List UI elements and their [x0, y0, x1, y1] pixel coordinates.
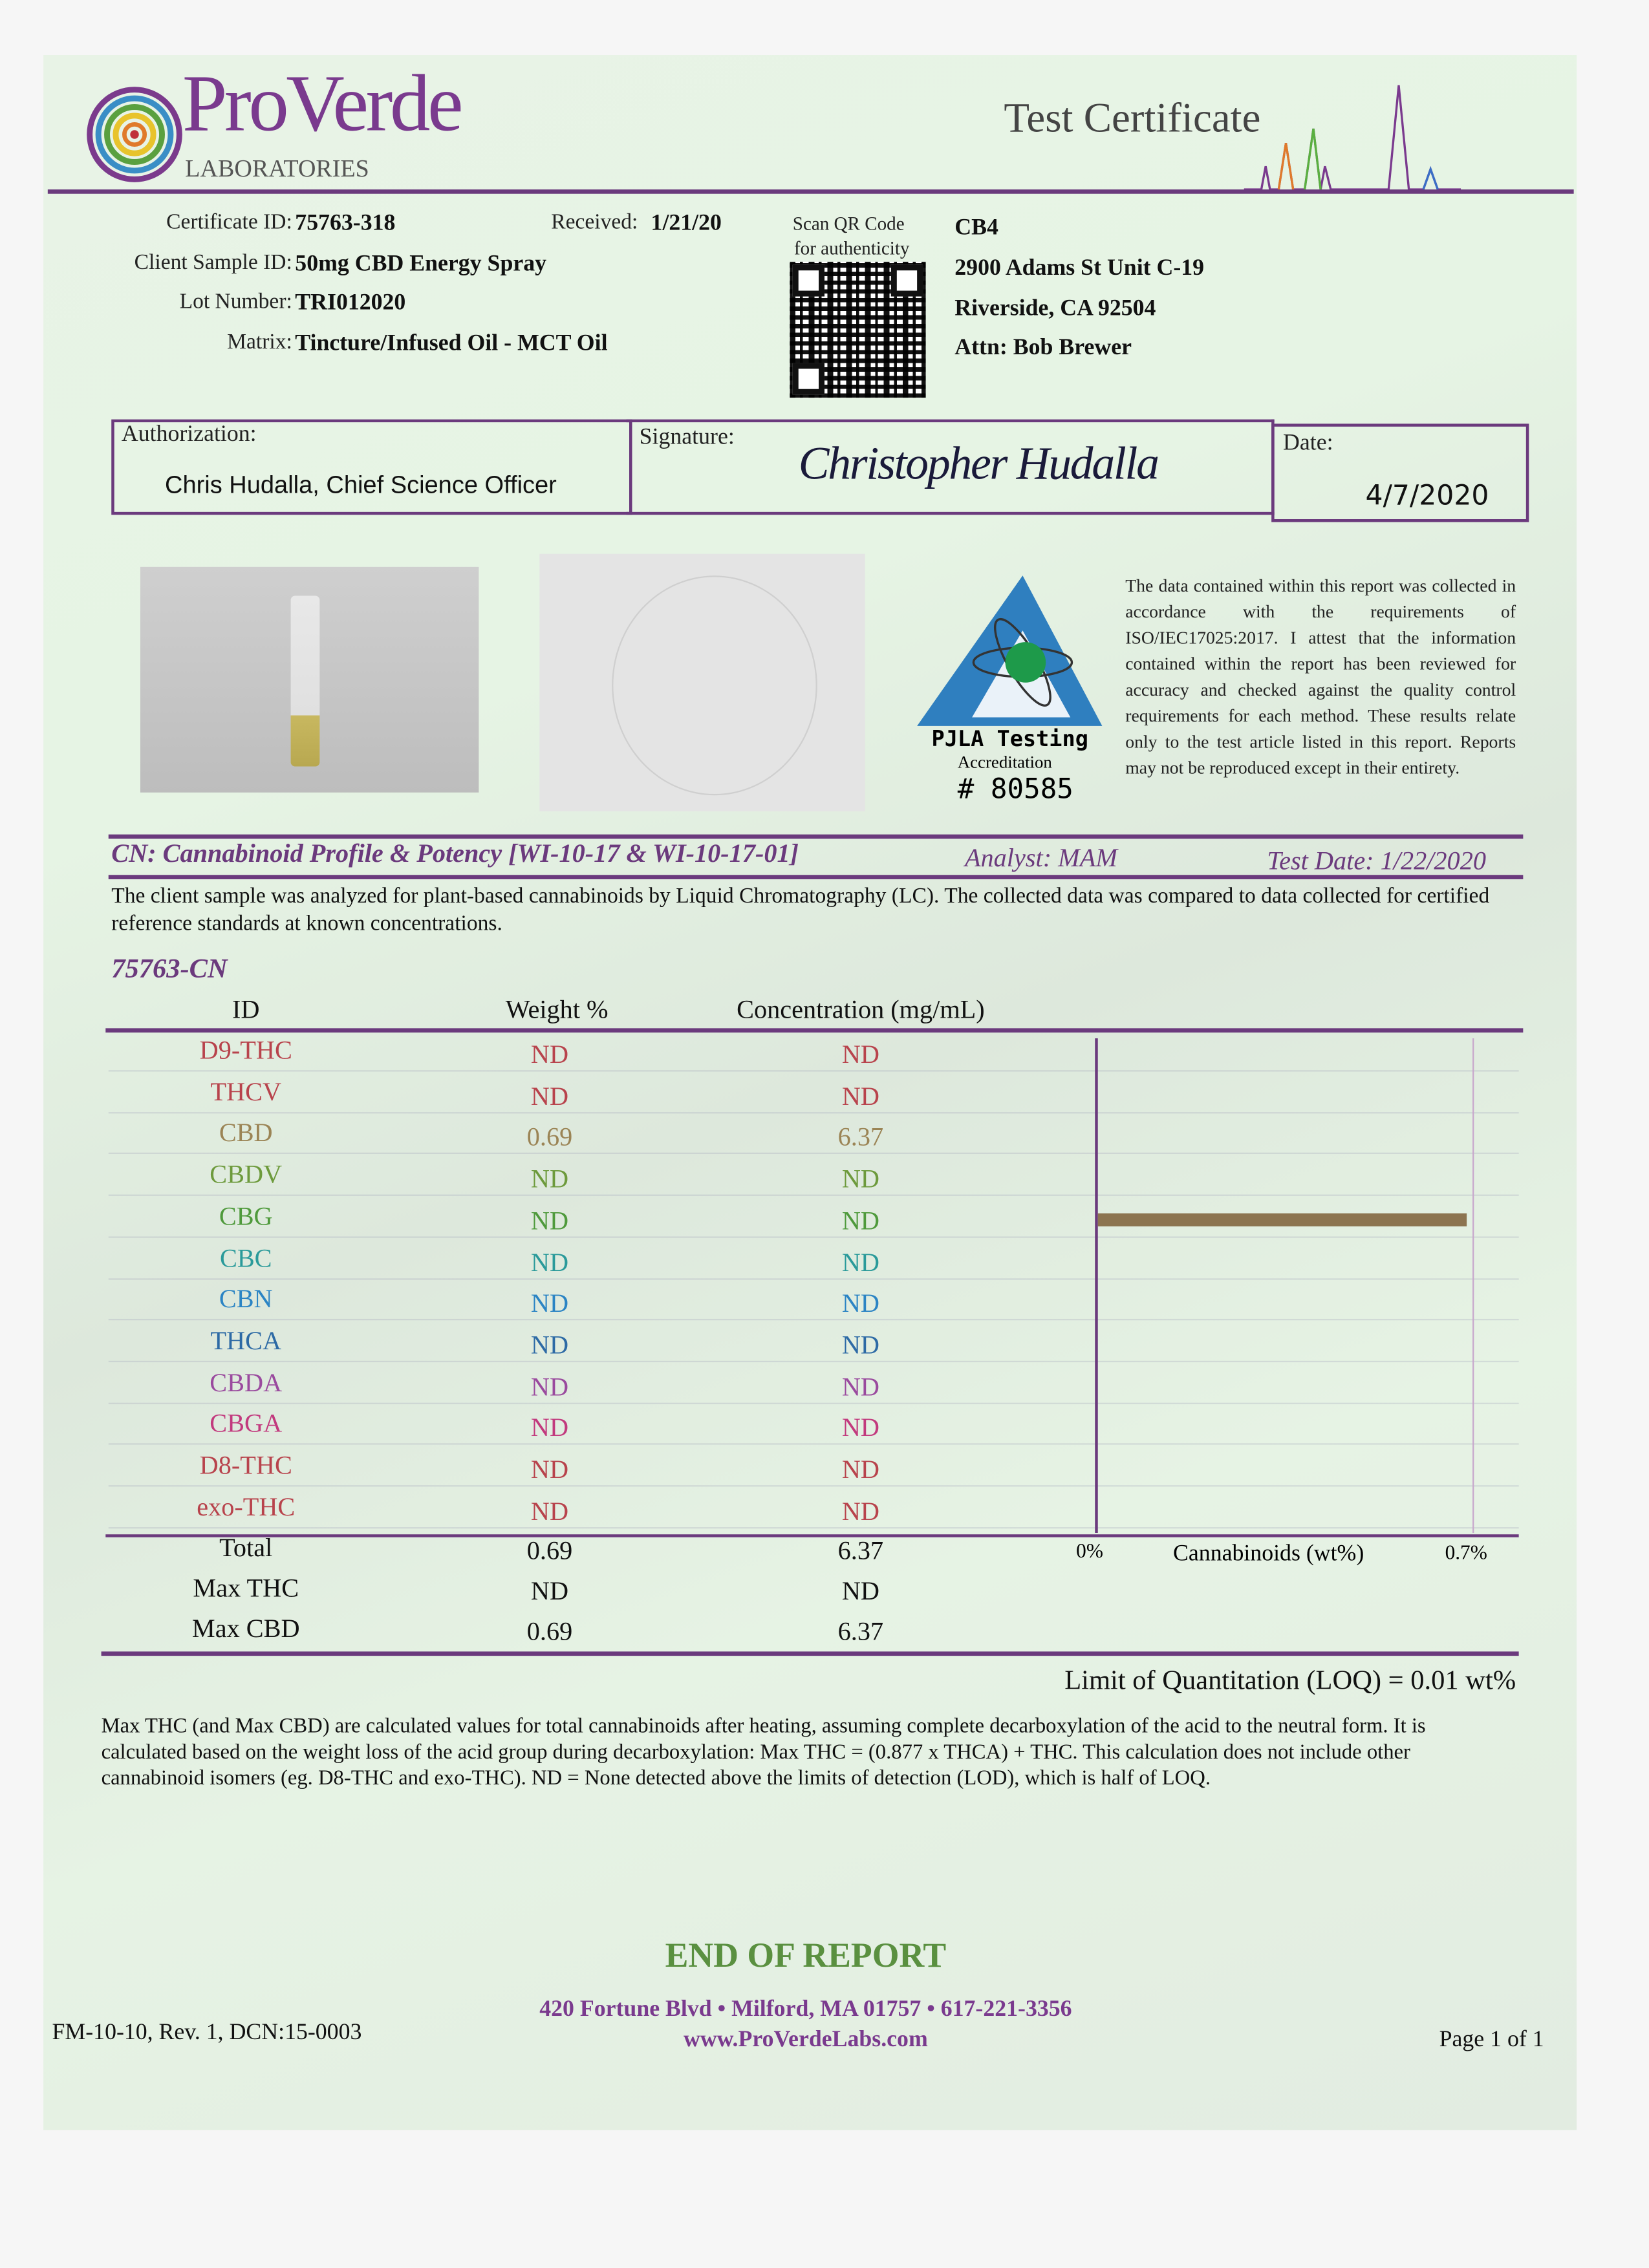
weight-percent: ND: [530, 1247, 569, 1276]
method-description: The client sample was analyzed for plant-based cannabinoids by Liquid Chromatography (LC). The collected data was compared to data collected for certified reference standards at known concentrations.: [111, 884, 1490, 936]
page-number: Page 1 of 1: [1439, 2027, 1544, 2053]
chart-x-min-label: 0%: [1076, 1541, 1103, 1563]
pjla-logo-icon: [914, 573, 1105, 732]
weight-percent: ND: [530, 1330, 569, 1360]
section-top-line: [109, 835, 1524, 839]
cannabinoid-id: CBD: [219, 1118, 273, 1148]
concentration: ND: [841, 1164, 879, 1193]
totals-row: [0, 1533, 1099, 1570]
cannabinoid-id: THCV: [210, 1076, 282, 1106]
lot-number: TRI012020: [295, 290, 406, 316]
chart-x-max-label: 0.7%: [1445, 1543, 1487, 1565]
concentration: ND: [841, 1206, 879, 1235]
certificate-id-label: Certificate ID:: [166, 211, 292, 235]
sample-oil-photo: [539, 554, 865, 811]
cannabinoid-id: D9-THC: [199, 1035, 292, 1065]
chart-x-label: Cannabinoids (wt%): [1173, 1541, 1364, 1567]
weight-percent: ND: [530, 1289, 569, 1318]
weight-percent: ND: [530, 1455, 569, 1484]
pjla-number: # 80585: [957, 773, 1073, 806]
table-row: [0, 1367, 1099, 1405]
lab-address: 420 Fortune Blvd • Milford, MA 01757 • 617-221-3356: [539, 1997, 1072, 2022]
cannabinoid-id: CBG: [219, 1201, 273, 1231]
totals-bottom-line: [102, 1651, 1519, 1656]
concentration: ND: [841, 1330, 879, 1360]
received-date: 1/21/20: [651, 211, 722, 236]
weight-percent: ND: [530, 1081, 569, 1111]
authorization-name: Chris Hudalla, Chief Science Officer: [164, 471, 557, 499]
sample-vial-photo: [140, 567, 479, 793]
qr-label-2: for authenticity: [794, 237, 910, 259]
total-concentration: ND: [841, 1576, 879, 1605]
logo-subtitle: LABORATORIES: [185, 155, 369, 182]
totals-row: [0, 1614, 1099, 1651]
cannabinoid-chart: [1098, 1038, 1472, 1533]
client-name: CB4: [954, 215, 998, 241]
signature-label: Signature:: [639, 425, 735, 450]
client-address-1: 2900 Adams St Unit C-19: [954, 255, 1205, 281]
certificate-id: 75763-318: [295, 211, 396, 236]
weight-percent: ND: [530, 1040, 569, 1069]
total-label: Total: [219, 1533, 273, 1562]
table-row: [0, 1409, 1099, 1446]
table-row: [0, 1160, 1099, 1197]
concentration: ND: [841, 1496, 879, 1526]
cannabinoid-id: D8-THC: [199, 1450, 292, 1480]
concentration: ND: [841, 1455, 879, 1484]
concentration: ND: [841, 1413, 879, 1442]
table-row: [0, 1036, 1099, 1073]
pjla-name: PJLA Testing: [931, 725, 1088, 753]
weight-percent: ND: [530, 1164, 569, 1193]
weight-percent: ND: [530, 1371, 569, 1401]
lot-number-label: Lot Number:: [179, 290, 292, 314]
concentration: ND: [841, 1371, 879, 1401]
authorization-date: 4/7/2020: [1365, 480, 1489, 512]
section-bottom-line: [109, 875, 1524, 879]
weight-percent: 0.69: [526, 1122, 573, 1152]
table-row: [0, 1326, 1099, 1364]
table-row: [0, 1243, 1099, 1281]
header-weight: Weight %: [505, 994, 609, 1024]
cannabinoid-id: THCA: [210, 1325, 282, 1355]
weight-percent: ND: [530, 1413, 569, 1442]
matrix: Tincture/Infused Oil - MCT Oil: [295, 331, 608, 356]
header-divider: [48, 189, 1574, 194]
concentration: ND: [841, 1247, 879, 1276]
concentration: ND: [841, 1081, 879, 1111]
table-row: [0, 1201, 1099, 1239]
weight-percent: ND: [530, 1206, 569, 1235]
loq-note: Limit of Quantitation (LOQ) = 0.01 wt%: [1064, 1665, 1516, 1696]
sample-code: 75763-CN: [111, 954, 228, 985]
header-concentration: Concentration (mg/mL): [737, 994, 985, 1024]
qr-code[interactable]: [790, 262, 925, 398]
table-row: [0, 1077, 1099, 1115]
total-weight: 0.69: [526, 1616, 573, 1646]
total-concentration: 6.37: [837, 1535, 884, 1565]
form-number: FM-10-10, Rev. 1, DCN:15-0003: [52, 2020, 362, 2045]
date-label: Date:: [1283, 431, 1333, 456]
client-address-2: Riverside, CA 92504: [954, 296, 1156, 321]
cannabinoid-id: CBC: [219, 1243, 272, 1272]
cannabinoid-id: CBN: [219, 1284, 273, 1314]
table-row: [0, 1492, 1099, 1530]
signature: Christopher Hudalla: [798, 436, 1158, 489]
lab-website[interactable]: www.ProVerdeLabs.com: [683, 2027, 928, 2053]
cannabinoid-id: exo-THC: [197, 1492, 296, 1521]
table-row: [0, 1285, 1099, 1322]
received-label: Received:: [551, 211, 638, 235]
logo-wordmark: ProVerde: [182, 59, 461, 149]
table-header-line: [105, 1028, 1523, 1032]
cannabinoid-id: CBDV: [210, 1160, 283, 1189]
cannabinoid-id: CBDA: [210, 1367, 283, 1396]
client-attn: Attn: Bob Brewer: [954, 335, 1132, 360]
footnote: Max THC (and Max CBD) are calculated values for total cannabinoids after heating, assuming complete decarboxylation of the acid to the neutral form. It is calculated based on the weight loss of the acid group during decarboxylation: Max THC = (0.877 x THCA) + THC. This calculation does not include other cannabinoid isomers (eg. D8-THC and exo-THC). ND = None detected above the limits of detection (LOD), which is half of LOQ.: [101, 1715, 1426, 1791]
cannabinoid-id: CBGA: [210, 1409, 283, 1439]
chart-bar-cbd: [1098, 1214, 1467, 1227]
totals-row: [0, 1574, 1099, 1611]
total-weight: ND: [530, 1576, 569, 1605]
section-title: CN: Cannabinoid Profile & Potency [WI-10-17 & WI-10-17-01]: [111, 839, 799, 868]
header-id: ID: [232, 994, 260, 1024]
total-label: Max CBD: [191, 1614, 300, 1643]
qr-label-1: Scan QR Code: [792, 212, 905, 235]
total-weight: 0.69: [526, 1535, 573, 1565]
total-concentration: 6.37: [837, 1616, 884, 1646]
total-label: Max THC: [193, 1573, 299, 1603]
client-sample-id: 50mg CBD Energy Spray: [295, 251, 547, 277]
client-sample-id-label: Client Sample ID:: [134, 251, 292, 275]
concentration: ND: [841, 1289, 879, 1318]
matrix-label: Matrix:: [227, 331, 292, 355]
accreditation-statement: The data contained within this report was collected in accordance with the requirements of ISO/IEC17025:2017. I attest that the information contained within the report has been reviewed for accuracy and checked against the quality control requirements for each method. These results relate only to the test article listed in this report. Reports may not be reproduced except in their entirety.: [1125, 575, 1516, 778]
table-row: [0, 1451, 1099, 1488]
table-row: [0, 1118, 1099, 1156]
table-header: [0, 995, 1099, 1030]
chart-max-gridline: [1472, 1038, 1474, 1533]
concentration: 6.37: [837, 1122, 884, 1152]
weight-percent: ND: [530, 1496, 569, 1526]
end-of-report: END OF REPORT: [665, 1938, 947, 1976]
logo-rings-icon: [84, 84, 186, 186]
test-date: Test Date: 1/22/2020: [1267, 846, 1486, 875]
pjla-sub: Accreditation: [957, 752, 1052, 773]
concentration: ND: [841, 1040, 879, 1069]
page-title: Test Certificate: [1004, 95, 1261, 142]
chromatogram-icon: [1244, 80, 1461, 195]
analyst: Analyst: MAM: [964, 843, 1117, 872]
authorization-label: Authorization:: [121, 422, 257, 447]
